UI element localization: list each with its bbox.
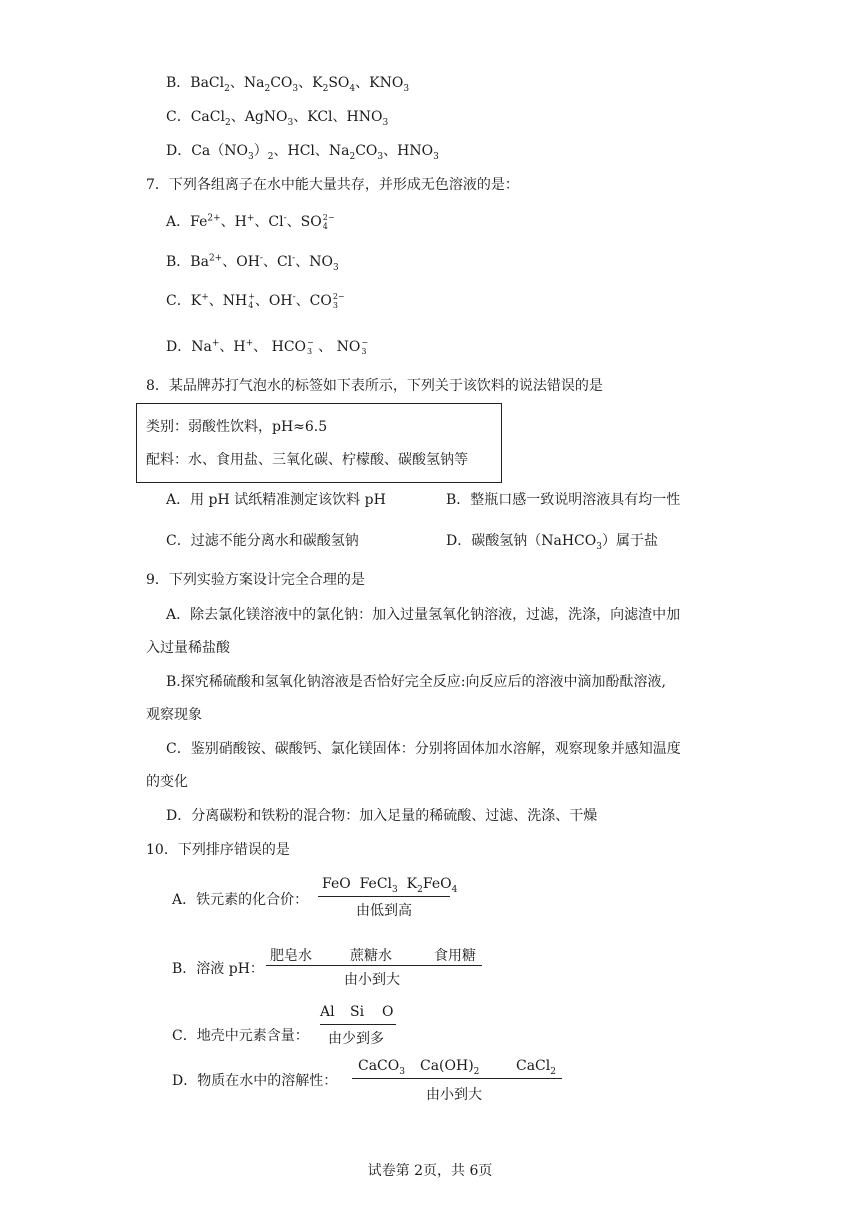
- label-line-ingredients: 配料：水、食用盐、三氧化碳、柠檬酸、碳酸氢钠等: [146, 452, 468, 468]
- q10-b-item-1: 肥皂水: [270, 948, 312, 964]
- q6-option-b: B．BaCl$_2$、$Na_2CO_3$、$K_2SO_4$、$KNO_3$: [166, 75, 410, 94]
- q8-option-d: D．碳酸氢钠（NaHCO$_3$）属于盐: [446, 533, 658, 552]
- q10-b-item-3: 食用糖: [434, 948, 476, 964]
- q10-option-c-label: C．地壳中元素含量：: [172, 1028, 309, 1044]
- q8-option-c: C．过滤不能分离水和碳酸氢钠: [166, 533, 359, 549]
- q10-b-item-2: 蔗糖水: [350, 948, 392, 964]
- q9-stem: 9．下列实验方案设计完全合理的是: [146, 572, 365, 588]
- page-footer: 试卷第 2页，共 6页: [367, 1163, 493, 1179]
- q9-option-d: D．分离碳粉和铁粉的混合物：加入足量的稀硫酸、过滤、洗涤、干燥: [166, 808, 598, 824]
- q10-d-item-3: CaCl$_2$: [516, 1058, 556, 1077]
- q7-option-c: C．K+、NH + 4 、OH-、CO 2− 3: [166, 292, 345, 310]
- q10-option-d-label: D．物质在水中的溶解性：: [172, 1073, 338, 1089]
- label-line-category: 类别：弱酸性饮料，pH≈6.5: [146, 419, 328, 435]
- q7-option-d: D．Na+、H+、 HCO − 3 、 NO − 3: [166, 338, 369, 356]
- q10-option-a-label: A．铁元素的化合价：: [172, 892, 309, 908]
- q9-option-c-line1: C．鉴别硝酸铵、碳酸钙、氯化镁固体：分别将固体加水溶解，观察现象并感知温度: [166, 741, 681, 757]
- q10-c-item-1: Al: [320, 1004, 335, 1020]
- q10-d-order-text: 由小到大: [426, 1087, 482, 1103]
- q10-d-item-1: CaCO$_3$: [358, 1058, 405, 1077]
- q10-c-order-text: 由少到多: [328, 1031, 384, 1047]
- q7-option-b: B．$Ba^{2+}$、OH-、Cl-、$NO_3$: [166, 253, 339, 273]
- q6-option-d: D．$Ca(NO_3)_2$、HCl、$Na_2CO_3$、$HNO_3$: [166, 143, 439, 162]
- label-table-box: [136, 403, 502, 483]
- q10-b-order-text: 由小到大: [344, 972, 400, 988]
- q7-stem: 7．下列各组离子在水中能大量共存，并形成无色溶液的是：: [146, 177, 519, 193]
- q9-option-a-line2: 入过量稀盐酸: [146, 640, 230, 656]
- q10-a-order-text: 由低到高: [356, 903, 412, 919]
- q9-option-a-line1: A．除去氯化镁溶液中的氯化钠：加入过量氢氧化钠溶液，过滤，洗涤，向滤渣中加: [166, 607, 681, 623]
- q10-c-item-3: O: [382, 1004, 394, 1020]
- q10-a-items: FeO FeCl$_3$ $K_2FeO_4$: [322, 876, 458, 895]
- q9-option-c-line2: 的变化: [146, 774, 188, 790]
- q8-stem: 8．某品牌苏打气泡水的标签如下表所示，下列关于该饮料的说法错误的是: [146, 378, 603, 394]
- q9-option-b-line1: B.探究稀硫酸和氢氧化钠溶液是否恰好完全反应:向反应后的溶液中滴加酚酞溶液,: [166, 674, 666, 690]
- q10-c-item-2: Si: [350, 1004, 365, 1020]
- q10-d-item-2: $Ca(OH)_2$: [420, 1058, 480, 1077]
- q7-option-a: A．$Fe^{2+}$、H+、Cl-、SO 2− 4: [166, 213, 335, 231]
- q6-option-c: C．CaCl$_2$、AgNO$_3$、KCl、$HNO_3$: [166, 109, 389, 128]
- q8-option-b: B．整瓶口感一致说明溶液具有均一性: [446, 492, 681, 508]
- q9-option-b-line2: 观察现象: [146, 707, 202, 723]
- q10-option-b-label: B．溶液 pH：: [172, 961, 264, 977]
- q10-stem: 10．下列排序错误的是: [146, 842, 290, 858]
- q8-option-a: A．用 pH 试纸精准测定该饮料 pH: [166, 492, 386, 508]
